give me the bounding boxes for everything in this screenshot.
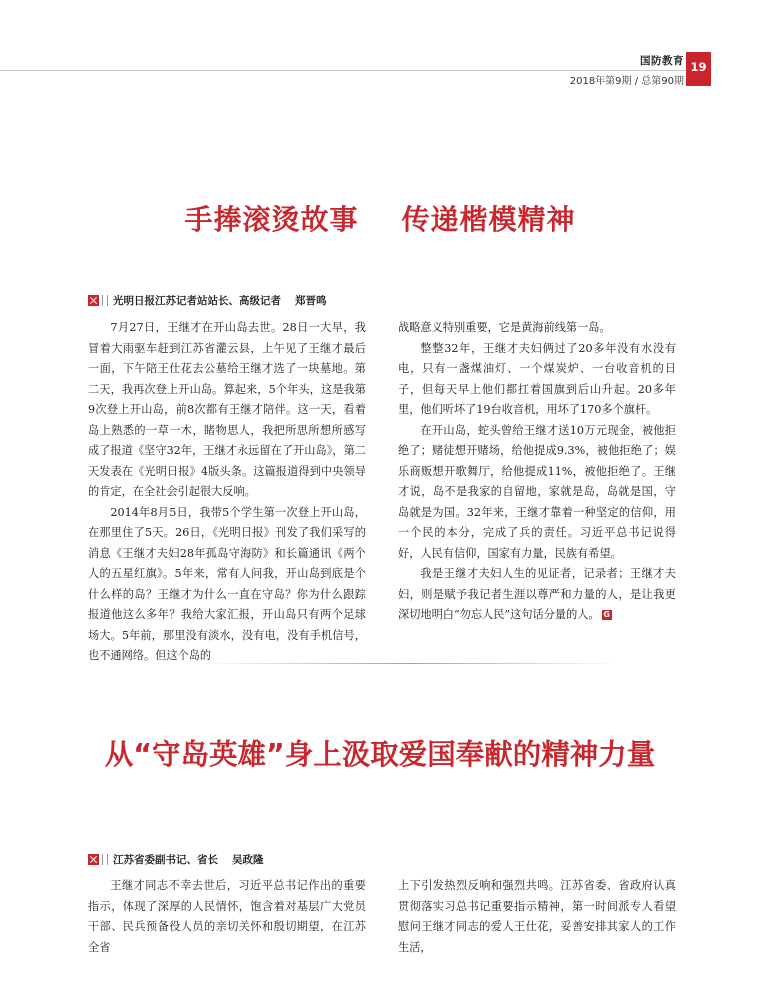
page-number: 19 [686,52,711,86]
article2-column-left [88,876,366,958]
paragraph-text: 我是王继才夫妇人生的见证者，记录者；王继才夫妇，则是赋予我记者生涯以尊严和力量的人，是让我更深切地明白“勿忘人民”这句话分量的人。 [398,567,676,621]
article1-column-right [398,318,676,626]
paragraph: 在开山岛，蛇头曾给王继才送10万元现金，被他拒绝了；赌徒想开赌场，给他提成9.3%，被他拒绝了；娱乐商贩想开歌舞厅，给他提成11%，被他拒绝了。王继才说，岛不是我家的自留地，家就是岛，岛就是国，守岛就是为国。32年来，王继才靠着一种坚定的信仰，用一个民的本分，完成了兵的责任。习近平总书记说得好，人民有信仰，国家有力量，民族有希望。 [398,423,676,560]
header-rule [0,70,686,71]
article1-column-left [88,318,366,667]
byline-author: 吴政隆 [232,854,264,866]
byline-bars-icon [102,854,108,865]
paragraph: 王继才同志不幸去世后，习近平总书记作出的重要指示，体现了深厚的人民情怀，饱含着对基层广大党员干部、民兵预备役人员的亲切关怀和殷切期望，在江苏全省 [88,879,366,954]
paragraph: 整整32年，王继才夫妇俩过了20多年没有水没有电，只有一盏煤油灯、一个煤炭炉、一台收音机的日子，但每天早上他们都扛着国旗到后山升起。20多年里，他们听坏了19台收音机，用坏了170多个旗杆。 [398,341,676,416]
end-mark-icon: G [603,610,610,619]
paragraph: 7月27日，王继才在开山岛去世。28日一大早，我冒着大雨驱车赶到江苏省灌云县，上午见了王继才最后一面，下午陪王仕花去公墓给王继才选了一块墓地。第二天，我再次登上开山岛。算起来，5个年头，这是我第9次登上开山岛，前8次都有王继才陪伴。这一天，看着岛上熟悉的一草一木，睹物思人，我把所思所想所感写成了报道《坚守32年，王继才永远留在了开山岛》，第二天发表在《光明日报》4版头条。这篇报道得到中央领导的肯定，在全社会引起很大反响。 [88,321,366,498]
issue-info: 2018年第9期 / 总第90期 [569,76,684,87]
byline-bars-icon [102,295,108,306]
paragraph-continued: 战略意义特别重要，它是黄海前线第一岛。 [398,321,611,334]
paragraph-continued: 上下引发热烈反响和强烈共鸣。江苏省委、省政府认真贯彻落实习总书记重要指示精神，第一时间派专人看望慰问王继才同志的爱人王仕花，妥善安排其家人的工作生活， [398,879,676,954]
paragraph: 2014年8月5日，我带5个学生第一次登上开山岛，在那里住了5天。26日，《光明日报》刊发了我们采写的消息《王继才夫妇28年孤岛守海防》和长篇通讯《两个人的五星红旗》。5年来，常有人问我，开山岛到底是个什么样的岛？王继才为什么一直在守岛？你为什么跟踪报道他这么多年？我给大家汇报，开山岛只有两个足球场大。5年前，那里没有淡水，没有电，没有手机信号，也不通网络。但这个岛的 [88,505,366,662]
byline-x-icon [88,854,99,865]
paragraph-last [398,564,676,626]
byline-author: 郑晋鸣 [295,295,327,307]
section-divider [200,663,620,664]
byline-1 [88,293,327,308]
byline-role: 光明日报江苏记者站站长、高级记者 [113,295,281,307]
byline-role: 江苏省委副书记、省长 [113,854,218,866]
byline-2 [88,852,264,867]
article-title-2: 从“守岛英雄”身上汲取爱国奉献的精神力量 [104,738,656,771]
article-title-1: 手捧滚烫故事 传递楷模精神 [184,203,576,236]
article2-column-right [398,876,676,958]
magazine-name: 国防教育 [640,55,684,67]
byline-x-icon [88,295,99,306]
